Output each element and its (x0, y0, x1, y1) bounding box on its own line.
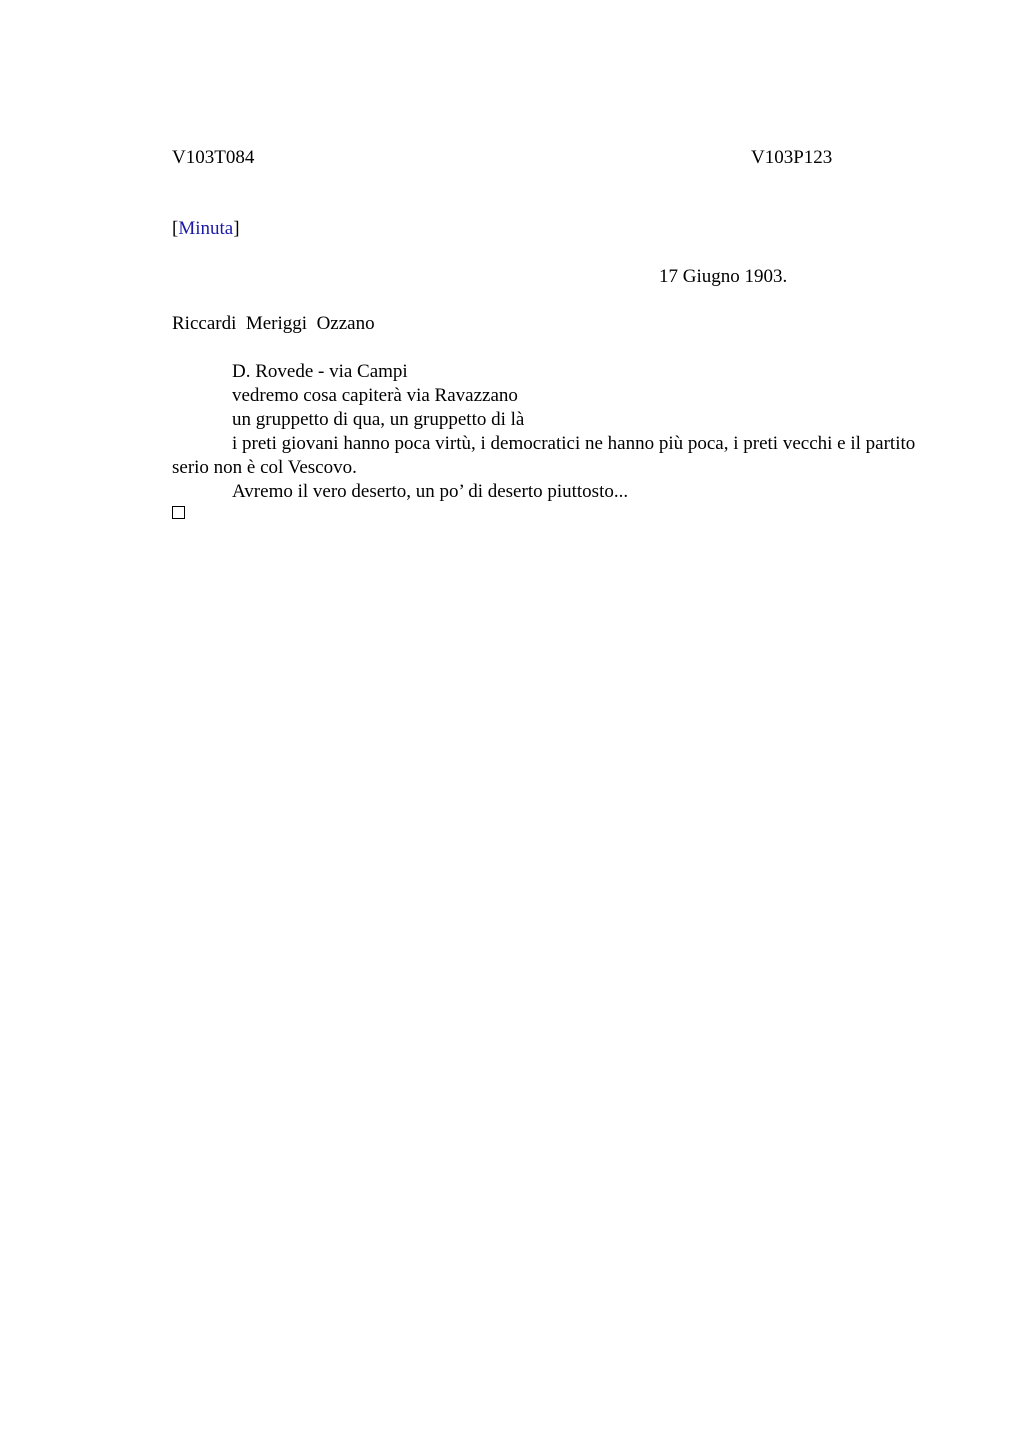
minuta-label (172, 217, 240, 241)
body-line: un gruppetto di qua, un gruppetto di là (232, 409, 525, 430)
empty-square-icon (172, 506, 185, 519)
recipients-line (172, 312, 375, 336)
document-code-right: V103P123 (751, 147, 833, 168)
letter-body (172, 360, 932, 504)
body-line: D. Rovede - via Campi (232, 361, 408, 382)
open-bracket: [ (172, 218, 179, 239)
close-bracket: ] (233, 218, 240, 239)
minuta-link[interactable]: Minuta (178, 218, 234, 239)
body-line: i preti giovani hanno poca virtù, i democratici ne hanno più poca, i preti vecchi e il partito serio non è col Vescovo. (172, 433, 916, 478)
letter-date: 17 Giugno 1903. (659, 266, 788, 287)
recipients-text: Riccardi Meriggi Ozzano (172, 313, 375, 334)
document-code-left: V103T084 (172, 147, 255, 168)
body-line: vedremo cosa capiterà via Ravazzano (232, 385, 518, 406)
body-line: Avremo il vero deserto, un po’ di deserto piuttosto... (232, 481, 629, 502)
